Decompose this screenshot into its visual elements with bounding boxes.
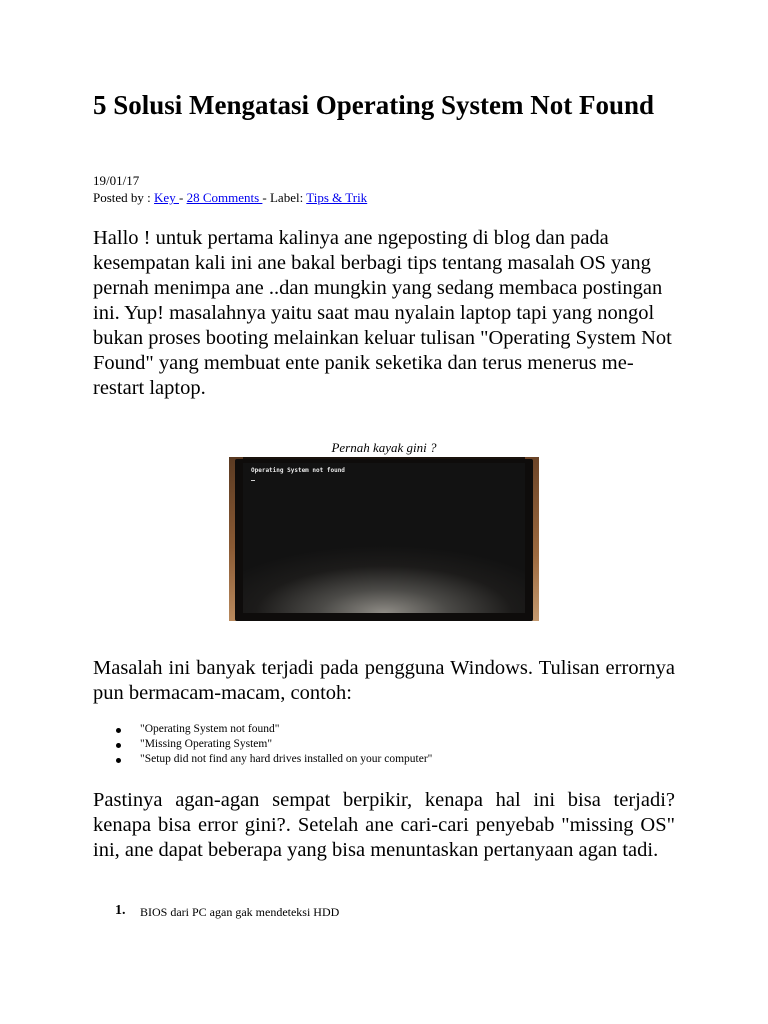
laptop-screen xyxy=(243,463,525,613)
error-list xyxy=(93,722,432,767)
list-item-text: "Operating System not found" xyxy=(140,723,280,735)
list-item xyxy=(93,737,432,752)
bullet-icon xyxy=(116,743,121,748)
posted-by-label: Posted by : xyxy=(93,190,155,205)
causes-paragraph: Pastinya agan-agan sempat berpikir, kenapa hal ini bisa terjadi? kenapa bisa error gini?. Setelah ane cari-cari penyebab "missing OS" ini, ane dapat beberapa yang bisa menuntaskan pertanyaan agan tadi. xyxy=(93,789,675,861)
meta-separator: - xyxy=(178,190,187,205)
errors-intro-paragraph: Masalah ini banyak terjadi pada pengguna Windows. Tulisan errornya pun bermacam-macam, contoh: xyxy=(93,657,675,704)
post-meta xyxy=(93,189,367,206)
bullet-icon xyxy=(116,758,121,763)
post-date: 19/01/17 xyxy=(93,173,140,188)
comments-link[interactable]: 28 Comments xyxy=(186,190,263,205)
article-title: 5 Solusi Mengatasi Operating System Not Found xyxy=(93,90,655,120)
screen-error-text: Operating System not found xyxy=(251,467,345,474)
list-number: 1. xyxy=(115,903,126,918)
list-item xyxy=(93,752,432,767)
label-link[interactable]: Tips & Trik xyxy=(306,190,368,205)
label-prefix: - Label: xyxy=(262,190,307,205)
laptop-bezel xyxy=(235,459,533,621)
laptop-screen-photo xyxy=(229,457,539,621)
list-item xyxy=(93,722,432,737)
list-item-text: "Missing Operating System" xyxy=(140,738,273,750)
figure-caption: Pernah kayak gini ? xyxy=(331,440,437,455)
intro-paragraph: Hallo ! untuk pertama kalinya ane ngeposting di blog dan pada kesempatan kali ini ane bakal berbagi tips tentang masalah OS yang pernah menimpa ane ..dan mungkin yang sedang membaca postingan ini. Yup! masalahnya yaitu saat mau nyalain laptop tapi yang nongol bukan proses booting melainkan keluar tulisan "Operating System Not Found" yang membuat ente panik seketika dan terus menerus me-restart laptop. xyxy=(93,227,672,399)
author-link[interactable]: Key xyxy=(154,190,179,205)
list-item xyxy=(93,904,339,920)
screen-cursor xyxy=(251,480,255,481)
causes-list xyxy=(93,904,339,920)
bullet-icon xyxy=(116,728,121,733)
list-item-text: "Setup did not find any hard drives installed on your computer" xyxy=(140,753,433,765)
list-item-text: BIOS dari PC agan gak mendeteksi HDD xyxy=(140,905,340,919)
